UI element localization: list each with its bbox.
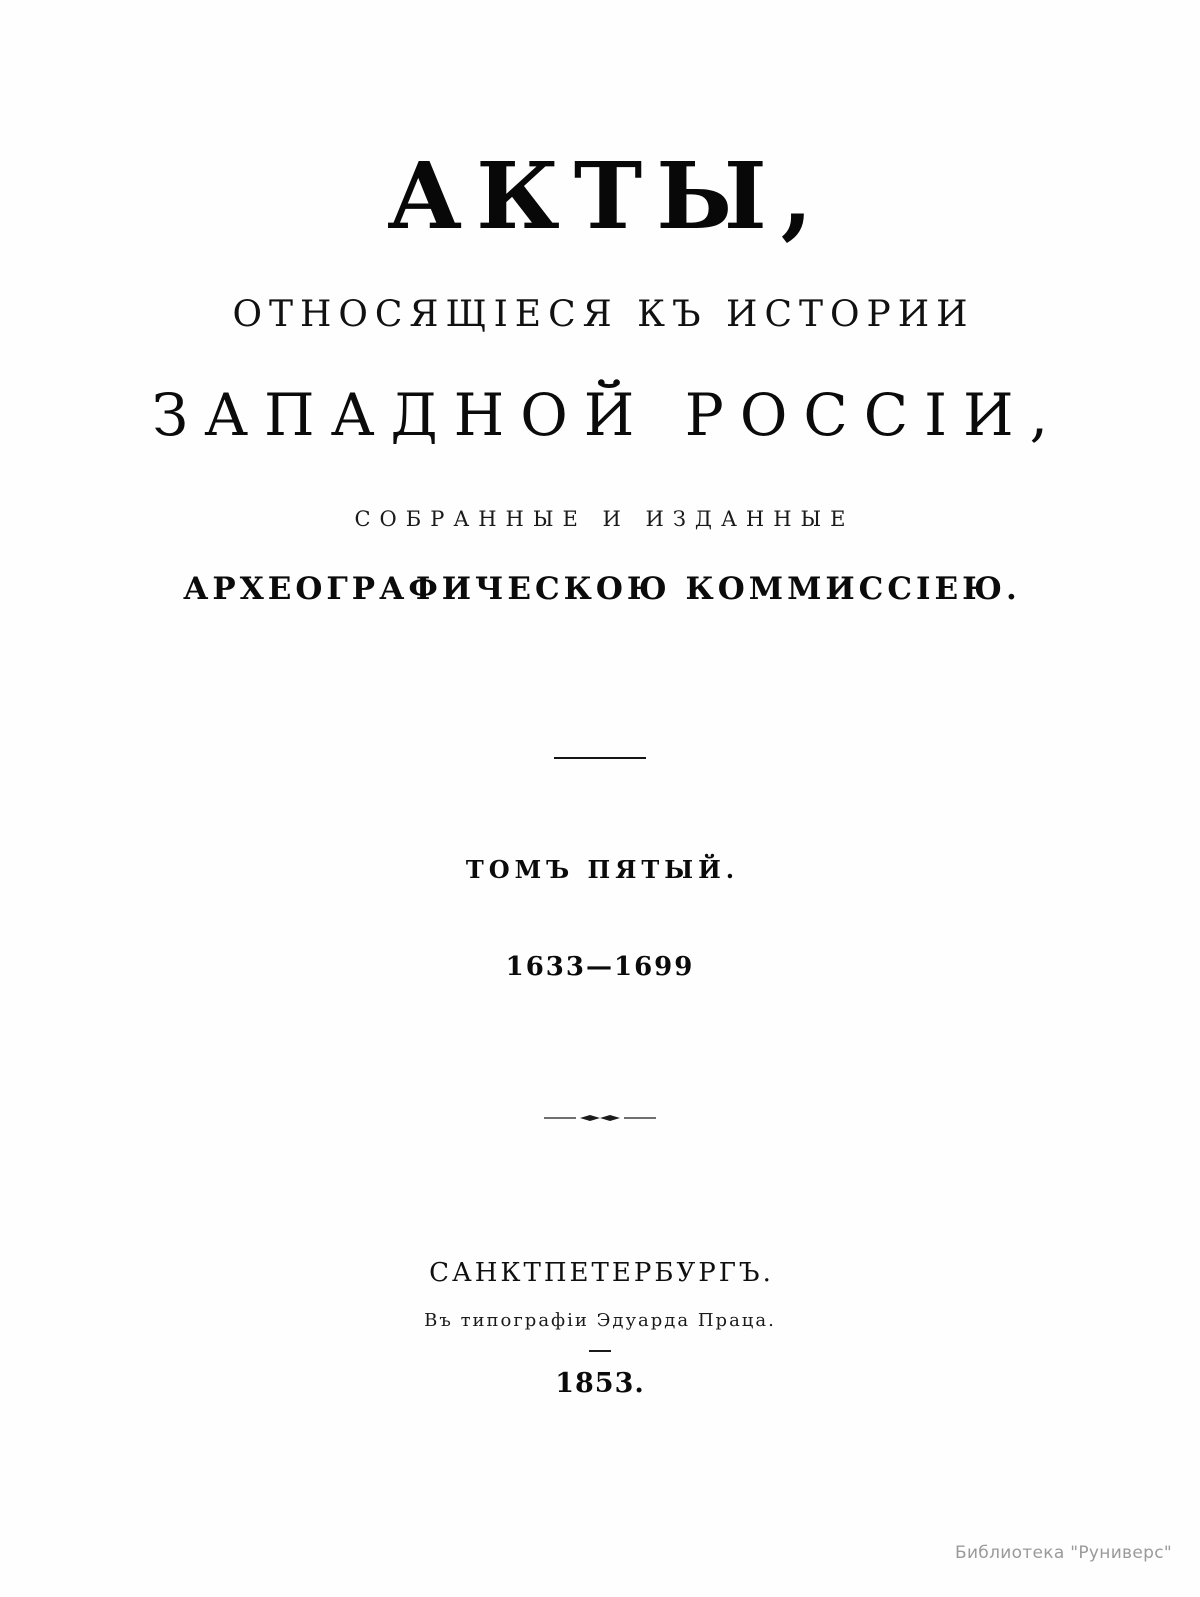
date-range-label: 1633—1699 xyxy=(505,952,695,982)
subtitle-relating-to-history: ОТНОСЯЩІЕСЯ КЪ ИСТОРИИ xyxy=(232,294,975,335)
subtitle-archaeographic-commission: АРХЕОГРАФИЧЕСКОЮ КОММИССІЕЮ. xyxy=(183,571,1021,607)
imprint-printer: Въ типографіи Эдуарда Праца. xyxy=(424,1310,776,1331)
page-title: АКТЫ, xyxy=(387,142,827,250)
divider-rule xyxy=(554,757,646,759)
volume-label: ТОМЪ ПЯТЫЙ. xyxy=(465,855,740,884)
imprint-rule xyxy=(589,1350,611,1352)
subtitle-collected-and-published: СОБРАННЫЕ И ИЗДАННЫЕ xyxy=(354,507,855,531)
library-watermark: Библиотека "Руниверс" xyxy=(955,1543,1172,1563)
title-block xyxy=(0,0,1200,607)
subtitle-western-russia: ЗАПАДНОЙ РОССІИ, xyxy=(151,381,1065,449)
imprint-year: 1853. xyxy=(555,1368,645,1399)
ornament-divider-icon xyxy=(540,1112,660,1124)
imprint-city: САНКТПЕТЕРБУРГЪ. xyxy=(429,1258,774,1288)
